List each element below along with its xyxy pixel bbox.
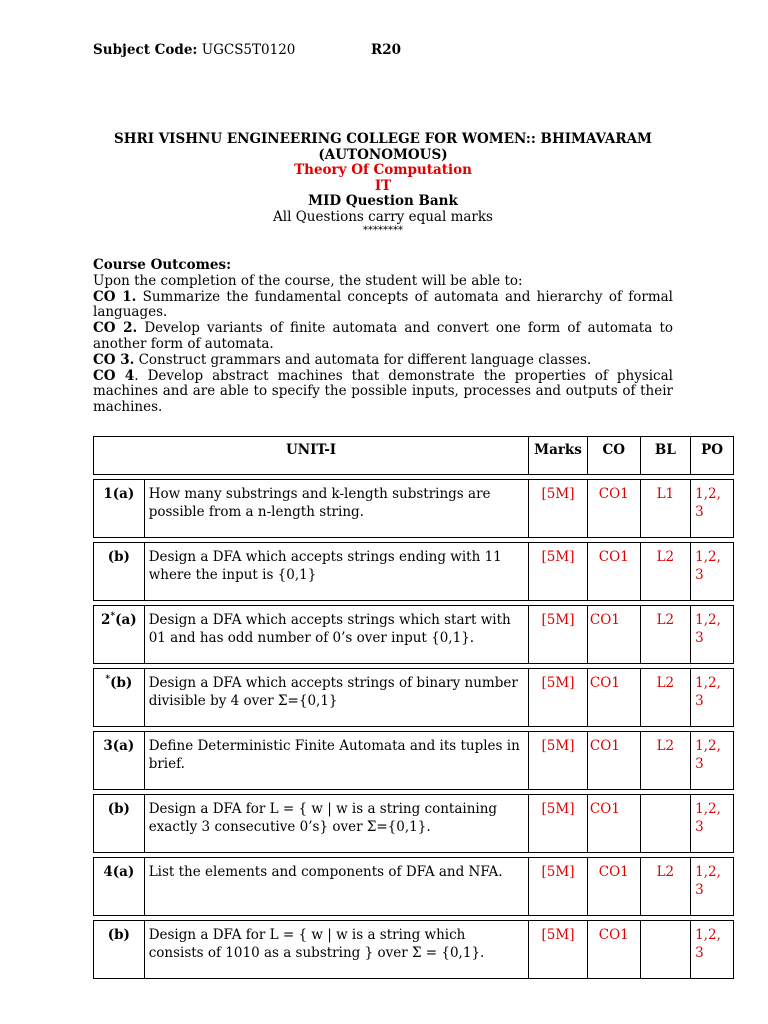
table-row xyxy=(94,543,734,601)
regulation-label: R20 xyxy=(371,42,402,58)
question-po: 1,2, 3 xyxy=(691,480,734,538)
autonomous-label: (AUTONOMOUS) xyxy=(318,146,448,163)
outcome-code: CO 1. xyxy=(93,288,137,305)
question-number xyxy=(94,606,145,664)
question-po: 1,2, 3 xyxy=(691,669,734,727)
table-row xyxy=(94,795,734,853)
outcome-code: CO 4 xyxy=(93,367,135,384)
question-number: (b) xyxy=(94,543,145,601)
question-text: List the elements and components of DFA and NFA. xyxy=(144,858,528,916)
question-text: Design a DFA for L = { w | w is a string which consists of 1010 as a substring } over Σ = {0,1}. xyxy=(144,921,528,979)
table-row xyxy=(94,858,734,916)
college-name: SHRI VISHNU ENGINEERING COLLEGE FOR WOMEN:: BHIMAVARAM xyxy=(113,131,653,147)
outcome-item xyxy=(93,321,673,353)
outcome-code: CO 3. xyxy=(93,351,135,368)
question-number: 3(a) xyxy=(94,732,145,790)
question-marks: [5M] xyxy=(529,858,588,916)
question-marks: [5M] xyxy=(529,795,588,853)
question-co: CO1 xyxy=(587,795,640,853)
important-star: * xyxy=(110,611,116,622)
question-number: (b) xyxy=(94,795,145,853)
question-number: (b) xyxy=(94,921,145,979)
marks-note: All Questions carry equal marks xyxy=(273,208,493,225)
question-marks: [5M] xyxy=(529,543,588,601)
question-bank-table xyxy=(93,436,734,979)
branch-name: IT xyxy=(374,177,392,194)
question-text: Design a DFA which accepts strings ending with 11 where the input is {0,1} xyxy=(144,543,528,601)
outcome-text: Summarize the fundamental concepts of automata and hierarchy of formal languages. xyxy=(93,288,673,321)
question-bl: L1 xyxy=(640,480,691,538)
subject-code-value: UGCS5T0120 xyxy=(197,42,296,58)
course-outcomes xyxy=(93,258,673,416)
subject-line xyxy=(93,42,402,58)
question-po: 1,2, 3 xyxy=(691,858,734,916)
outcome-item xyxy=(93,369,673,416)
outcome-text: Develop variants of finite automata and convert one form of automata to another form of automata. xyxy=(93,320,673,352)
question-marks: [5M] xyxy=(529,669,588,727)
question-number-part: (b) xyxy=(110,675,133,691)
question-bl xyxy=(640,795,691,853)
question-po: 1,2, 3 xyxy=(691,795,734,853)
subject-code-label: Subject Code: xyxy=(93,42,198,58)
marks-header: Marks xyxy=(529,437,588,475)
question-bl: L2 xyxy=(640,543,691,601)
outcomes-title: Course Outcomes: xyxy=(93,257,232,273)
important-star: * xyxy=(105,674,111,685)
table-row xyxy=(94,480,734,538)
question-bank-title: MID Question Bank xyxy=(308,193,458,209)
question-co: CO1 xyxy=(587,858,640,916)
question-po: 1,2, 3 xyxy=(691,732,734,790)
question-po: 1,2, 3 xyxy=(691,606,734,664)
question-number: 1(a) xyxy=(94,480,145,538)
question-text: Design a DFA which accepts strings which start with 01 and has odd number of 0’s over input {0,1}. xyxy=(144,606,528,664)
question-marks: [5M] xyxy=(529,480,588,538)
table-row xyxy=(94,669,734,727)
question-po: 1,2, 3 xyxy=(691,543,734,601)
question-number xyxy=(94,669,145,727)
question-text: Design a DFA for L = { w | w is a string containing exactly 3 consecutive 0’s} over Σ={0,1}. xyxy=(144,795,528,853)
separator-stars: ******** xyxy=(363,225,403,236)
outcomes-intro: Upon the completion of the course, the student will be able to: xyxy=(93,272,523,289)
question-text: Define Deterministic Finite Automata and its tuples in brief. xyxy=(144,732,528,790)
table-header-row xyxy=(94,437,734,475)
question-co: CO1 xyxy=(587,732,640,790)
outcome-item xyxy=(93,353,673,369)
question-marks: [5M] xyxy=(529,921,588,979)
question-co: CO1 xyxy=(587,921,640,979)
question-co: CO1 xyxy=(587,669,640,727)
question-co: CO1 xyxy=(587,480,640,538)
question-marks: [5M] xyxy=(529,606,588,664)
co-header: CO xyxy=(587,437,640,475)
table-row xyxy=(94,606,734,664)
question-text: How many substrings and k-length substrings are possible from a n-length string. xyxy=(144,480,528,538)
question-co: CO1 xyxy=(587,606,640,664)
outcome-text: Construct grammars and automata for different language classes. xyxy=(134,351,592,368)
unit-header: UNIT-I xyxy=(94,437,529,475)
question-number-main: 2 xyxy=(101,612,111,628)
outcome-code: CO 2. xyxy=(93,320,138,337)
question-co: CO1 xyxy=(587,543,640,601)
question-text: Design a DFA which accepts strings of binary number divisible by 4 over Σ={0,1} xyxy=(144,669,528,727)
outcome-item xyxy=(93,290,673,322)
course-title: Theory Of Computation xyxy=(294,162,472,178)
question-marks: [5M] xyxy=(529,732,588,790)
table-row xyxy=(94,921,734,979)
document-header xyxy=(93,132,673,237)
question-po: 1,2, 3 xyxy=(691,921,734,979)
question-bl xyxy=(640,921,691,979)
question-number-part: (a) xyxy=(115,612,137,628)
outcome-text: . Develop abstract machines that demonstrate the properties of physical machines and are able to specify the possible inputs, processes and outputs of their machines. xyxy=(93,367,673,416)
bl-header: BL xyxy=(640,437,691,475)
table-row xyxy=(94,732,734,790)
question-number: 4(a) xyxy=(94,858,145,916)
po-header: PO xyxy=(691,437,734,475)
question-bl: L2 xyxy=(640,858,691,916)
question-bl: L2 xyxy=(640,669,691,727)
question-bl: L2 xyxy=(640,732,691,790)
question-bl: L2 xyxy=(640,606,691,664)
